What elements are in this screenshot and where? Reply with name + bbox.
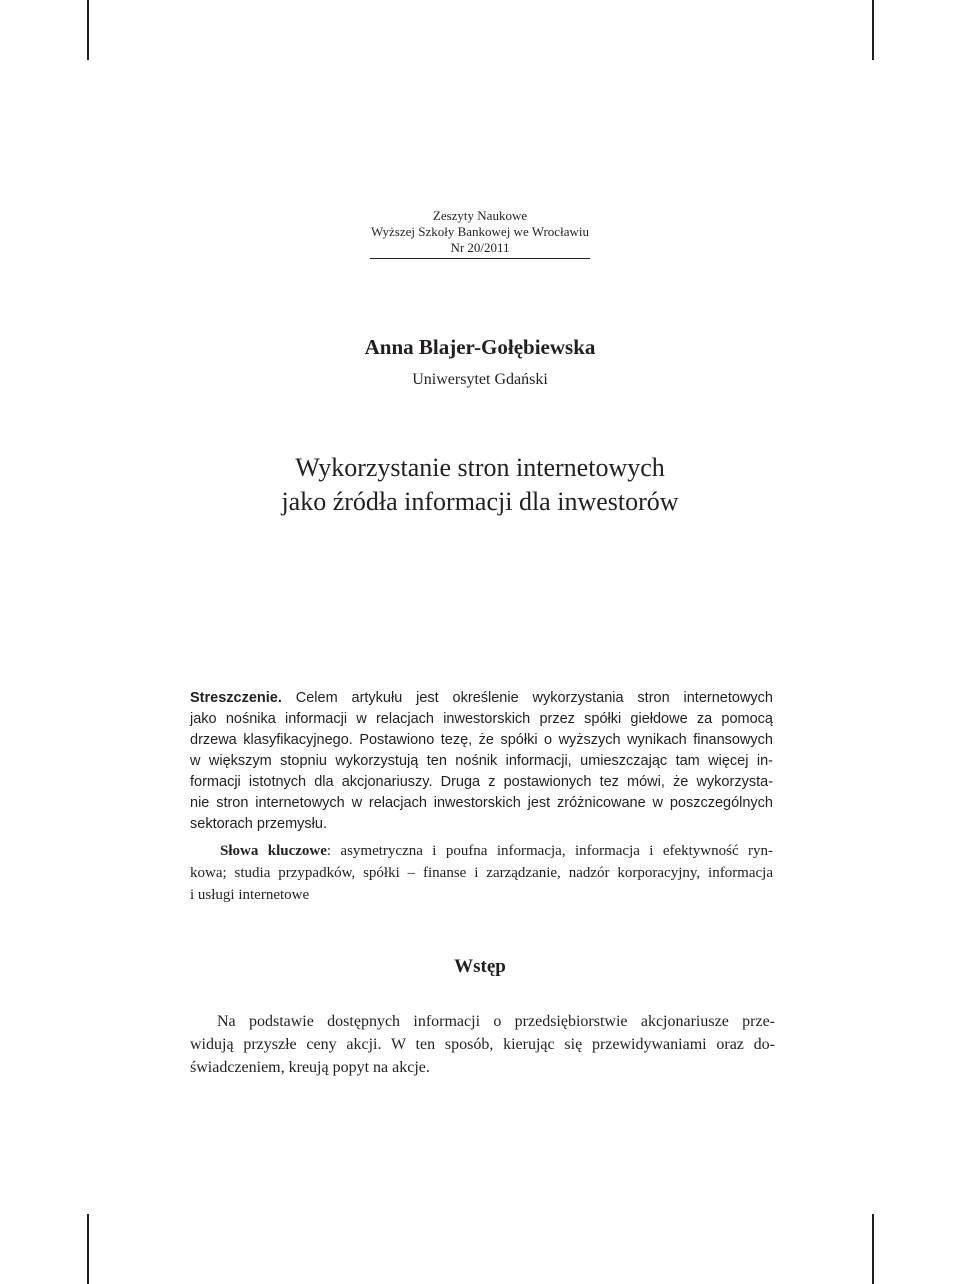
abstract-line-7: sektorach przemysłu.: [190, 816, 327, 832]
crop-mark-top-right: [872, 0, 874, 60]
intro-line-1: Na podstawie dostępnych informacji o przedsiębiorstwie akcjonariusze prze-: [217, 1013, 775, 1030]
abstract-line-6: nie stron internetowych w relacjach inwestorskich jest zróżnicowane w poszczególnych: [190, 795, 773, 811]
abstract-line-5: formacji istotnych dla akcjonariuszy. Druga z postawionych tez mówi, że wykorzysta-: [190, 774, 773, 790]
keywords-label: Słowa kluczowe: [220, 843, 327, 859]
article-title-line-1: Wykorzystanie stron internetowych: [295, 453, 665, 482]
crop-mark-top-left: [87, 0, 89, 60]
keywords-line-2: kowa; studia przypadków, spółki – finanse i zarządzanie, nadzór korporacyjny, informacja: [190, 865, 773, 881]
section-heading: Wstęp: [454, 956, 506, 977]
introduction-paragraph: [190, 1010, 775, 1079]
crop-mark-bottom-left: [87, 1214, 89, 1284]
abstract-line-4: w większym stopniu wykorzystują ten nośnik informacji, umieszczając tam więcej in-: [190, 753, 773, 769]
abstract-line-2: jako nośnika informacji w relacjach inwestorskich przez spółki giełdowe za pomocą: [190, 711, 773, 727]
journal-issue: Nr 20/2011: [450, 240, 510, 255]
abstract-line-1: [190, 688, 773, 709]
keywords-line-1: [190, 840, 773, 862]
author-name: Anna Blajer-Gołębiewska: [364, 335, 596, 359]
abstract-line-3: drzewa klasyfikacyjnego. Postawiono tezę, że spółki o wyższych wynikach finansowych: [190, 732, 773, 748]
journal-header: [370, 208, 590, 256]
article-title: [0, 451, 960, 519]
keywords: [190, 840, 773, 906]
intro-line-3: świadczeniem, kreują popyt na akcje.: [190, 1059, 430, 1076]
keywords-text: : asymetryczna i poufna informacja, informacja i efektywność ryn-: [326, 843, 774, 859]
abstract-text: Celem artykułu jest określenie wykorzystania stron internetowych: [281, 690, 773, 706]
journal-name: Zeszyty Naukowe: [432, 208, 528, 223]
abstract: [190, 688, 773, 835]
intro-line-2: widują przyszłe ceny akcji. W ten sposób, kierując się przewidywaniami oraz do-: [190, 1036, 775, 1053]
author-affiliation: Uniwersytet Gdański: [412, 371, 548, 388]
article-title-line-2: jako źródła informacji dla inwestorów: [281, 487, 679, 516]
crop-mark-bottom-right: [872, 1214, 874, 1284]
keywords-line-3: i usługi internetowe: [190, 887, 310, 903]
journal-rule: [370, 258, 590, 259]
journal-publisher: Wyższej Szkoły Bankowej we Wrocławiu: [371, 224, 589, 239]
abstract-label: Streszczenie.: [190, 690, 282, 706]
